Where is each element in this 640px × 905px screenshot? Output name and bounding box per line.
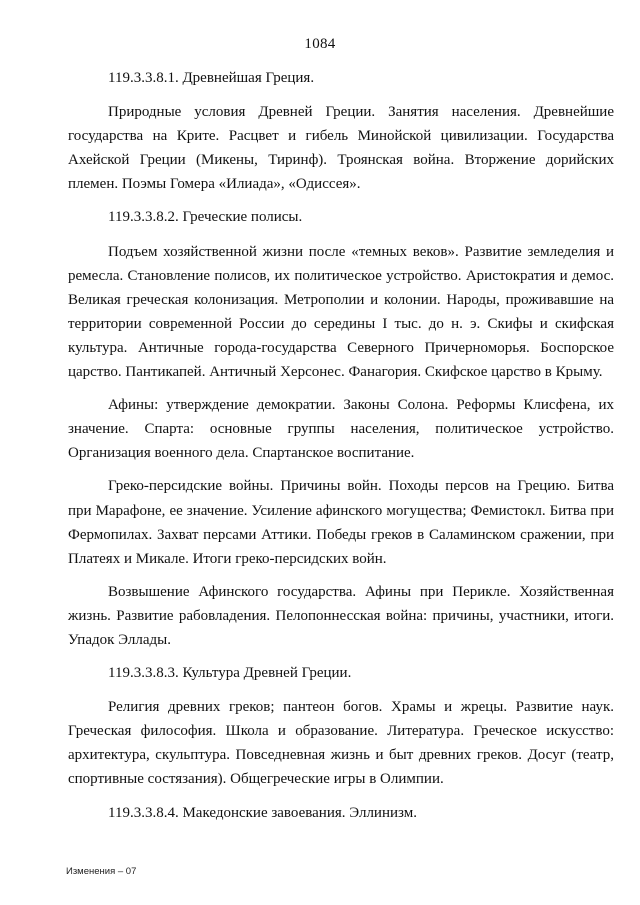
paragraph: Афины: утверждение демократии. Законы Солона. Реформы Клисфена, их значение. Спарта: основные группы населения, политическое устройство. Организация военного дела. Спартанское воспитание.: [68, 397, 614, 462]
paragraph: Подъем хозяйственной жизни после «темных веков». Развитие земледелия и ремесла. Становление полисов, их политическое устройство. Аристократия и демос. Великая греческая колонизация. Метрополии и колонии. Народы, проживавшие на территории современной России до середины I тыс. до н. э. Скифы и скифская культура. Античные города-государства Северного Причерноморья. Боспорское царство. Пантикапей. Античный Херсонес. Фанагория. Скифское царство в Крыму.: [68, 243, 614, 381]
paragraph: Возвышение Афинского государства. Афины при Перикле. Хозяйственная жизнь. Развитие рабовладения. Пелопоннесская война: причины, участники, итоги. Упадок Эллады.: [68, 583, 614, 648]
section-heading: 119.3.3.8.3. Культура Древней Греции.: [108, 665, 352, 682]
section-heading: 119.3.3.8.1. Древнейшая Греция.: [108, 70, 315, 86]
page-number: 1084: [304, 36, 336, 52]
document-body: [68, 66, 614, 835]
paragraph: Религия древних греков; пантеон богов. Храмы и жрецы. Развитие наук. Греческая философия. Школа и образование. Литература. Греческое искусство: архитектура, скульптура. Повседневная жизнь и быт древних греков. Досуг (театр, спортивные состязания). Общегреческие игры в Олимпии.: [68, 699, 614, 788]
section-heading: 119.3.3.8.4. Македонские завоевания. Эллинизм.: [108, 804, 417, 821]
section-heading: 119.3.3.8.2. Греческие полисы.: [108, 209, 303, 226]
footer-revision-note: Изменения – 07: [66, 866, 137, 877]
paragraph: Природные условия Древней Греции. Занятия населения. Древнейшие государства на Крите. Расцвет и гибель Минойской цивилизации. Государства Ахейской Греции (Микены, Тиринф). Троянская война. Вторжение дорийских племен. Поэмы Гомера «Илиада», «Одиссея».: [68, 104, 614, 193]
paragraph: Греко-персидские войны. Причины войн. Походы персов на Грецию. Битва при Марафоне, ее значение. Усиление афинского могущества; Фемистокл. Битва при Фермопилах. Захват персами Аттики. Победы греков в Саламинском сражении, при Платеях и Микале. Итоги греко-персидских войн.: [68, 478, 614, 567]
